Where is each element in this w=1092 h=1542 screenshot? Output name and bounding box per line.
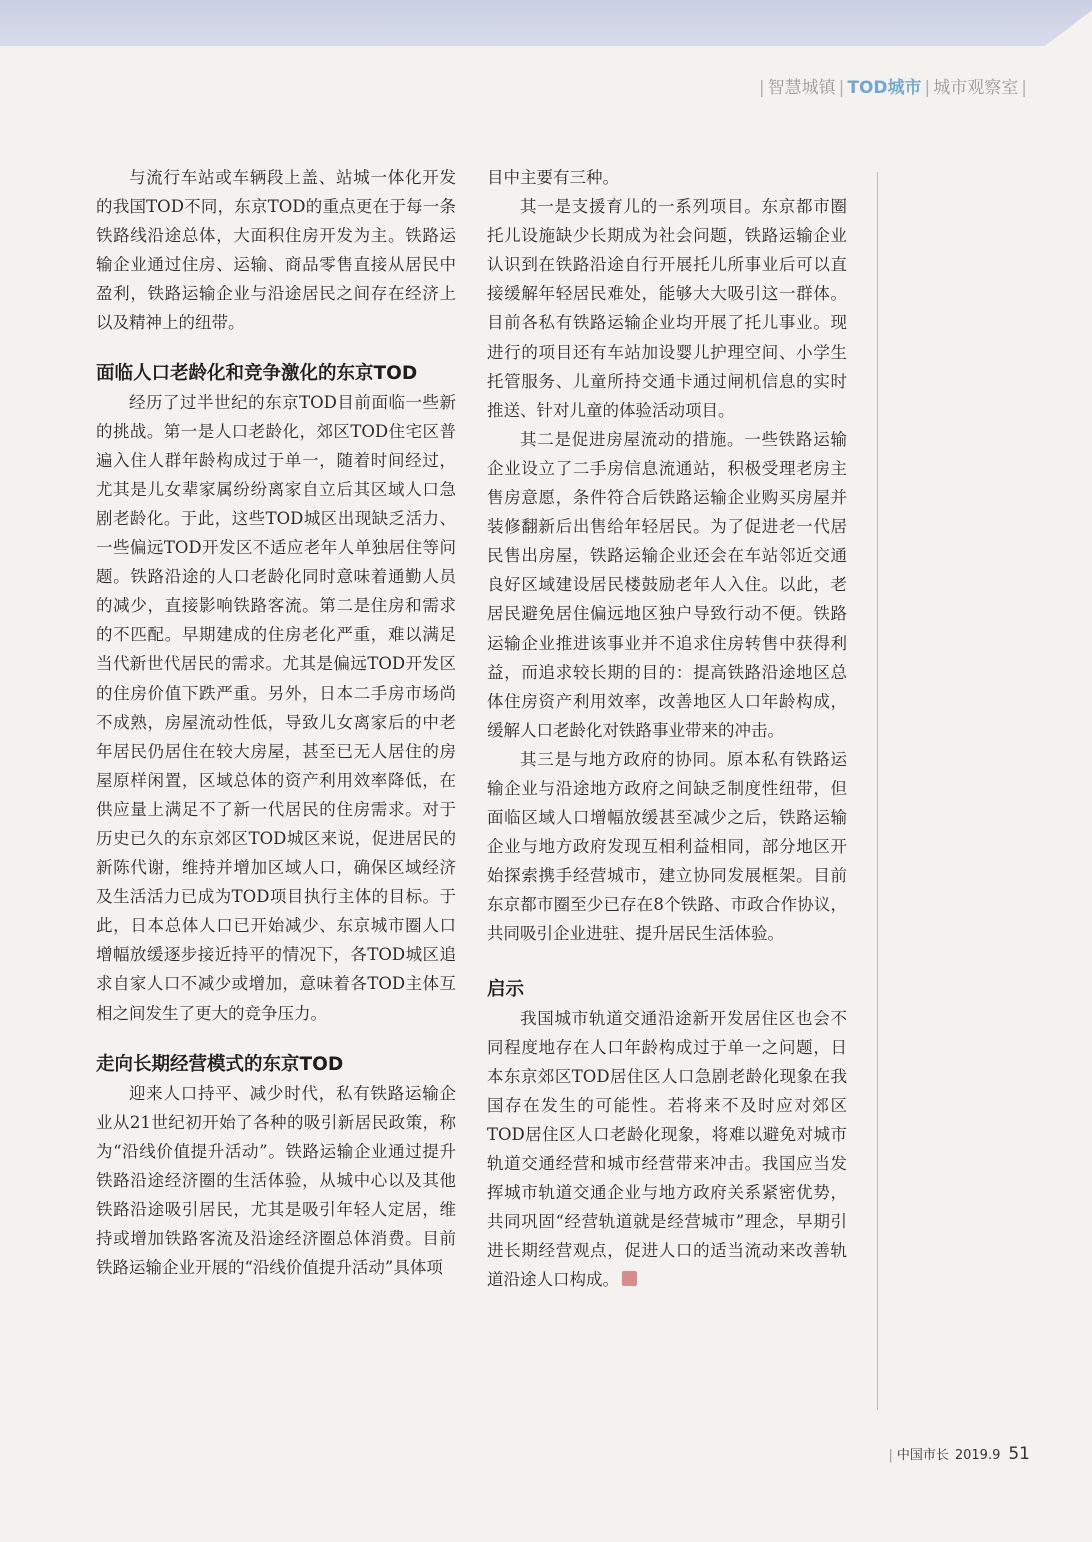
paragraph-government: 其三是与地方政府的协同。原本私有铁路运输企业与沿途地方政府之间缺乏制度性纽带，但面临区域人口增幅放缓甚至减少之后，铁路运输企业与地方政府发现互相利益相同，部分地区开始探索携手经营城市，建立协同发展框架。目前东京都市圈至少已存在8个铁路、市政合作协议，共同吸引企业进驻、提升居民生活体验。 bbox=[487, 749, 847, 944]
column-divider bbox=[877, 172, 878, 1410]
issue-number: 2019.9 bbox=[954, 1448, 1001, 1463]
paragraph-childcare: 其一是支援育儿的一系列项目。东京都市圈托儿设施缺少长期成为社会问题，铁路运输企业认识到在铁路沿途自行开展托儿所事业后可以直接缓解年轻居民难处，能够大大吸引这一群体。目前各私有铁路运输企业均开展了托儿事业。现进行的项目还有车站加设婴儿护理空间、小学生托管服务、儿童所持交通卡通过闸机信息的实时推送、针对儿童的体验活动项目。 bbox=[487, 197, 847, 420]
nav-item-tod-city[interactable]: TOD城市 bbox=[847, 78, 922, 98]
right-column bbox=[487, 163, 847, 1294]
page-number: 51 bbox=[1008, 1444, 1030, 1464]
paragraph-intro: 与流行车站或车辆段上盖、站城一体化开发的我国TOD不同，东京TOD的重点更在于每一条铁路线沿途总体，大面积住房开发为主。铁路运输企业通过住房、运输、商品零售直接从居民中盈利，铁路运输企业与沿途居民之间存在经济上以及精神上的纽带。 bbox=[96, 168, 456, 333]
nav-item-city-observatory[interactable]: 城市观察室 bbox=[933, 78, 1019, 98]
nav-item-smart-town[interactable]: 智慧城镇 bbox=[767, 78, 836, 98]
left-column bbox=[96, 163, 456, 1282]
paragraph-aging: 经历了过半世纪的东京TOD目前面临一些新的挑战。第一是人口老龄化，郊区TOD住宅区普遍入住人群年龄构成过于单一，随着时间经过，尤其是儿女辈家属纷纷离家自立后其区域人口急剧老龄化。于此，这些TOD城区出现缺乏活力、一些偏远TOD开发区不适应老年人单独居住等问题。铁路沿途的人口老龄化同时意味着通勤人员的减少，直接影响铁路客流。第二是住房和需求的不匹配。早期建成的住房老化严重，难以满足当代新世代居民的需求。尤其是偏远TOD开发区的住房价值下跌严重。另外，日本二手房市场尚不成熟，房屋流动性低，导致儿女离家后的中老年居民仍居住在较大房屋，甚至已无人居住的房屋原样闲置，区域总体的资产利用效率降低，在供应量上满足不了新一代居民的住房需求。对于历史已久的东京郊区TOD城区来说，促进居民的新陈代谢，维持并增加区域人口，确保区域经济及生活活力已成为TOD项目执行主体的目标。于此，日本总体人口已开始减少、东京城市圈人口增幅放缓逐步接近持平的情况下，各TOD城区追求自家人口不减少或增加，意味着各TOD主体互相之间发生了更大的竞争压力。 bbox=[96, 392, 456, 1023]
paragraph-continuation: 目中主要有三种。 bbox=[487, 168, 619, 187]
paragraph-long-term: 迎来人口持平、减少时代，私有铁路运输企业从21世纪初开始了各种的吸引新居民政策，称为“沿线价值提升活动”。铁路运输企业通过提升铁路沿途经济圈的生活体验，从城中心以及其他铁路沿途吸引居民，尤其是吸引年轻人定居，维持或增加铁路客流及沿途经济圈总体消费。目前铁路运输企业开展的“沿线价值提升活动”具体项 bbox=[96, 1083, 456, 1278]
section-heading-insights: 启示 bbox=[487, 978, 525, 1000]
page-footer: | 中国市长 2019.9 51 bbox=[888, 1444, 1030, 1464]
section-nav: | 智慧城镇 | TOD城市 | 城市观察室 | bbox=[758, 78, 1027, 98]
paragraph-housing: 其二是促进房屋流动的措施。一些铁路运输企业设立了二手房信息流通站，积极受理老房主售房意愿，条件符合后铁路运输企业购买房屋并装修翻新后出售给年轻居民。为了促进老一代居民售出房屋，铁路运输企业还会在车站邻近交通良好区域建设居民楼鼓励老年人入住。以此，老居民避免居住偏远地区独户导致行动不便。铁路运输企业推进该事业并不追求住房转售中获得利益，而追求较长期的目的：提高铁路沿途地区总体住房资产利用效率，改善地区人口年龄构成，缓解人口老龄化对铁路事业带来的冲击。 bbox=[487, 429, 847, 740]
end-mark-icon bbox=[622, 1271, 637, 1286]
section-heading-aging: 面临人口老龄化和竞争激化的东京TOD bbox=[96, 362, 418, 384]
section-heading-long-term: 走向长期经营模式的东京TOD bbox=[96, 1053, 344, 1075]
paragraph-insights: 我国城市轨道交通沿途新开发居住区也会不同程度地存在人口年龄构成过于单一之问题，日本东京郊区TOD居住区人口急剧老龄化现象在我国存在发生的可能性。若将来不及时应对郊区TOD居住区人口老龄化现象，将难以避免对城市轨道交通经营和城市经营带来冲击。我国应当发挥城市轨道交通企业与地方政府关系紧密优势，共同巩固“经营轨道就是经营城市”理念，早期引进长期经营观点，促进人口的适当流动来改善轨道沿途人口构成。 bbox=[487, 1008, 847, 1290]
header-color-band bbox=[0, 0, 1092, 46]
magazine-name: 中国市长 bbox=[896, 1448, 949, 1463]
